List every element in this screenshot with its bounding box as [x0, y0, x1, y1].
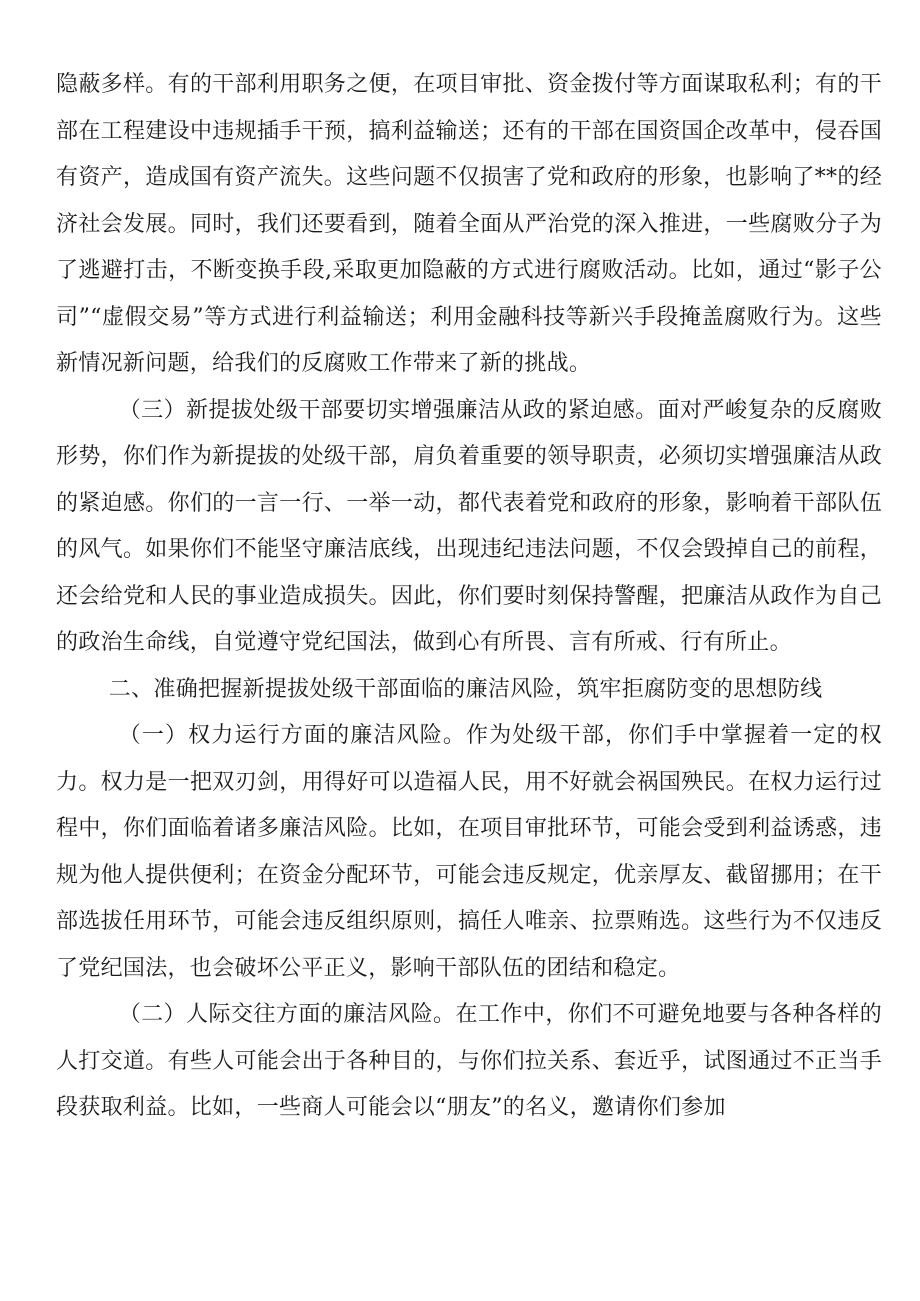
- paragraph-power-risk: （一）权力运行方面的廉洁风险。作为处级干部，你们手中掌握着一定的权力。权力是一把双刃剑，用得好可以造福人民，用不好就会祸国殃民。在权力运行过程中，你们面临着诸多廉洁风险。比如，在项目审批环节，可能会受到利益诱惑，违规为他人提供便利；在资金分配环节，可能会违反规定，优亲厚友、截留挪用；在干部选拔任用环节，可能会违反组织原则，搞任人唯亲、拉票贿选。这些行为不仅违反了党纪国法，也会破坏公平正义，影响干部队伍的团结和稳定。: [56, 723, 882, 981]
- paragraph-social-risk: （二）人际交往方面的廉洁风险。在工作中，你们不可避免地要与各种各样的人打交道。有些人可能会出于各种目的，与你们拉关系、套近乎，试图通过不正当手段获取利益。比如，一些商人可能会以“朋友”的名义，邀请你们参加: [56, 1002, 882, 1120]
- document-body: [56, 62, 882, 1132]
- section-heading-2: 二、准确把握新提拔处级干部面临的廉洁风险，筑牢拒腐防变的思想防线: [108, 676, 823, 702]
- paragraph-urgency: （三）新提拔处级干部要切实增强廉洁从政的紧迫感。面对严峻复杂的反腐败形势，你们作为新提拔的处级干部，肩负着重要的领导职责，必须切实增强廉洁从政的紧迫感。你们的一言一行、一举一动，都代表着党和政府的形象，影响着干部队伍的风气。如果你们不能坚守廉洁底线，出现违纪违法问题，不仅会毁掉自己的前程，还会给党和人民的事业造成损失。因此，你们要时刻保持警醒，把廉洁从政作为自己的政治生命线，自觉遵守党纪国法，做到心有所畏、言有所戒、行有所止。: [56, 397, 882, 655]
- paragraph-continuation: 隐蔽多样。有的干部利用职务之便，在项目审批、资金拨付等方面谋取私利；有的干部在工程建设中违规插手干预，搞利益输送；还有的干部在国资国企改革中，侵吞国有资产，造成国有资产流失。这些问题不仅损害了党和政府的形象，也影响了**的经济社会发展。同时，我们还要看到，随着全面从严治党的深入推进，一些腐败分子为了逃避打击，不断变换手段,采取更加隐蔽的方式进行腐败活动。比如，通过“影子公司”“虚假交易”等方式进行利益输送；利用金融科技等新兴手段掩盖腐败行为。这些新情况新问题，给我们的反腐败工作带来了新的挑战。: [56, 72, 882, 376]
